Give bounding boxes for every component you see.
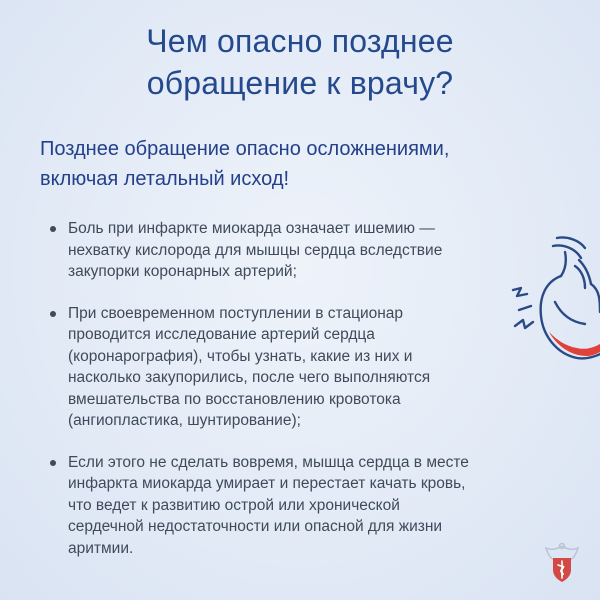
bullet-2-line-2: проводится исследование артерий сердца — [68, 326, 375, 343]
bullet-dot-icon — [50, 226, 56, 232]
bullet-3-line-2: инфаркта миокарда умирает и перестает качать кровь, — [68, 475, 466, 492]
bullet-2-line-1: При своевременном поступлении в стационар — [68, 304, 404, 322]
bullet-1-line-1: Боль при инфаркте миокарда означает ишемию — — [68, 220, 435, 237]
bullet-2-line-4: насколько закупорились, после чего выполняются — [68, 369, 431, 386]
title-line-2: обращение к врачу? — [146, 65, 454, 101]
bullet-2-line-6: (ангиопластика, шунтирование); — [68, 412, 301, 429]
bullet-1-line-3: закупорки коронарных артерий; — [68, 263, 297, 280]
ministry-emblem-icon — [540, 540, 584, 584]
bullet-dot-icon — [50, 460, 56, 466]
page-title — [0, 20, 600, 104]
bullet-3-line-1: Если этого не сделать вовремя, мышца сердца в месте — [68, 453, 469, 471]
bullet-dot-icon — [50, 311, 56, 317]
bullet-2-line-5: вмешательства по восстановлению кровотока — [68, 390, 401, 408]
bullet-1-line-2: нехватку кислорода для мышцы сердца вследствие — [68, 241, 443, 259]
title-line-1: Чем опасно позднее — [146, 23, 454, 59]
bullet-3-line-4: сердечной недостаточности или опасной для жизни — [68, 518, 443, 535]
subtitle — [40, 134, 580, 194]
bullet-2-line-3: (коронарография), чтобы узнать, какие из них и — [68, 347, 413, 365]
heart-outline-icon — [505, 232, 600, 367]
bullet-item-2 — [46, 303, 526, 432]
bullet-list — [46, 218, 526, 559]
subtitle-line-1: Позднее обращение опасно осложнениями, — [40, 138, 450, 160]
bullet-item-3 — [46, 452, 526, 560]
subtitle-line-2: включая летальный исход! — [40, 168, 290, 190]
bullet-item-1 — [46, 218, 526, 283]
bullet-3-line-5: аритмии. — [68, 539, 134, 557]
bullet-3-line-3: что ведет к развитию острой или хронической — [68, 496, 400, 514]
